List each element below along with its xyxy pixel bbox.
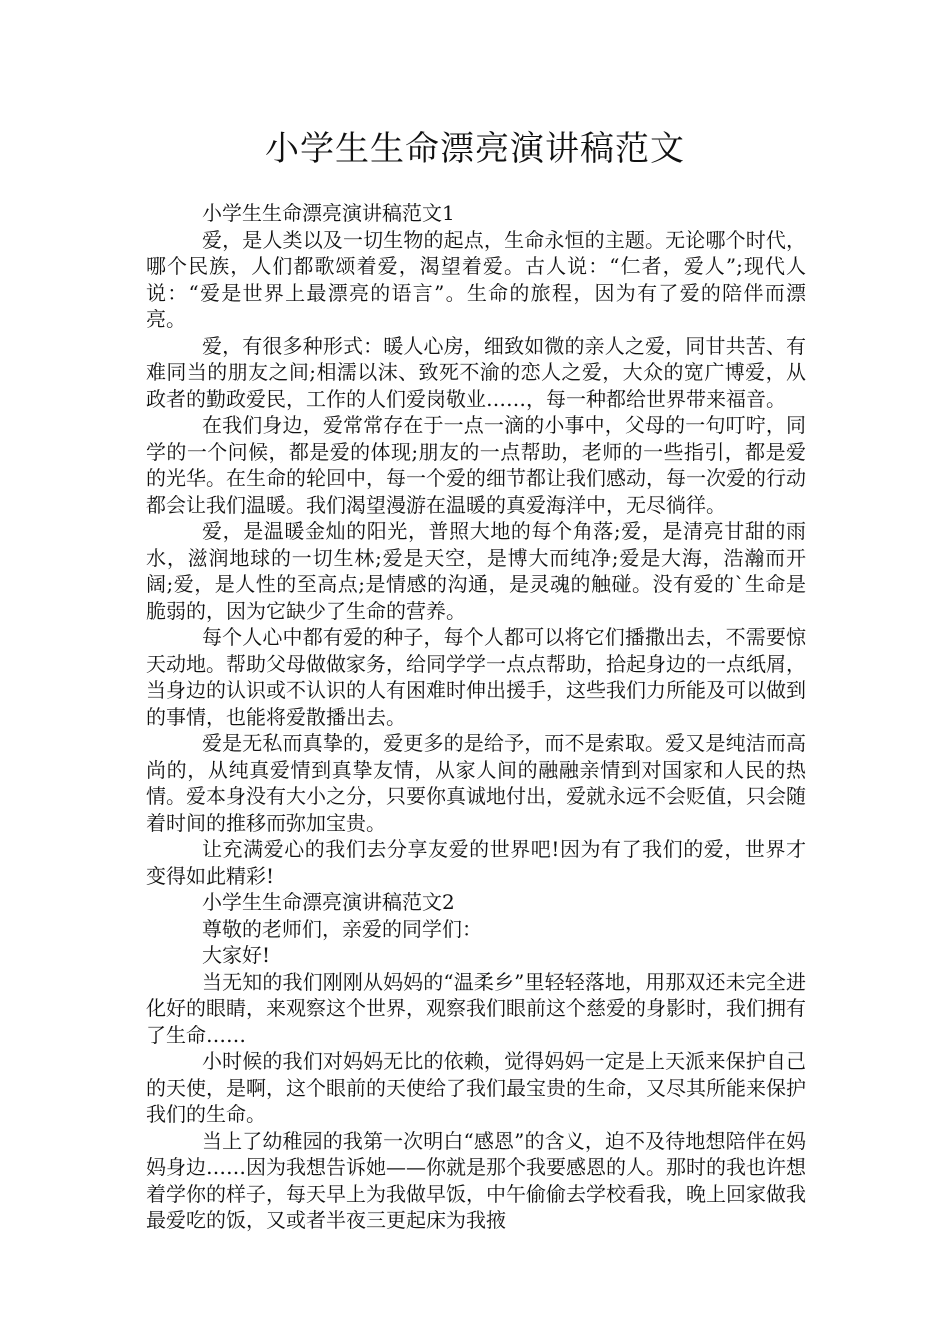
paragraph-heading-1: 小学生生命漂亮演讲稿范文1 (202, 201, 455, 225)
document-body (146, 200, 806, 1234)
paragraph-greeting: 大家好! (202, 943, 271, 967)
paragraph: 爱，是人类以及一切生物的起点，生命永恒的主题。无论哪个时代，哪个民族，人们都歌颂着爱，渴望着爱。古人说：“仁者，爱人”;现代人说：“爱是世界上最漂亮的语言”。生命的旅程，因为有了爱的陪伴而漂亮。 (146, 227, 806, 331)
paragraph-heading-2: 小学生生命漂亮演讲稿范文2 (202, 890, 455, 914)
paragraph: 让充满爱心的我们去分享友爱的世界吧!因为有了我们的爱，世界才变得如此精彩! (146, 837, 806, 888)
paragraph: 每个人心中都有爱的种子，每个人都可以将它们播撒出去，不需要惊天动地。帮助父母做做家务，给同学学一点点帮助，拾起身边的一点纸屑，当身边的认识或不认识的人有困难时伸出援手，这些我们力所能及可以做到的事情，也能将爱散播出去。 (146, 625, 806, 729)
paragraph: 在我们身边，爱常常存在于一点一滴的小事中，父母的一句叮咛，同学的一个问候，都是爱的体现;朋友的一点帮助，老师的一些指引，都是爱的光华。在生命的轮回中，每一个爱的细节都让我们感动，每一次爱的行动都会让我们温暖。我们渴望漫游在温暖的真爱海洋中，无尽徜徉。 (146, 413, 806, 517)
paragraph: 当上了幼稚园的我第一次明白“感恩”的含义，迫不及待地想陪伴在妈妈身边……因为我想告诉她——你就是那个我要感恩的人。那时的我也许想着学你的样子，每天早上为我做早饭，中午偷偷去学校看我，晚上回家做我最爱吃的饭，又或者半夜三更起床为我掖 (146, 1128, 806, 1232)
paragraph: 小时候的我们对妈妈无比的依赖，觉得妈妈一定是上天派来保护自己的天使，是啊，这个眼前的天使给了我们最宝贵的生命，又尽其所能来保护我们的生命。 (146, 1049, 806, 1126)
paragraph: 爱，有很多种形式：暖人心房，细致如微的亲人之爱，同甘共苦、有难同当的朋友之间;相濡以沫、致死不渝的恋人之爱，大众的宽广博爱，从政者的勤政爱民，工作的人们爱岗敬业……，每一种都给世界带来福音。 (146, 333, 806, 411)
paragraph: 爱，是温暖金灿的阳光，普照大地的每个角落;爱，是清亮甘甜的雨水，滋润地球的一切生林;爱是天空，是博大而纯净;爱是大海，浩瀚而开阔;爱，是人性的至高点;是情感的沟通，是灵魂的触碰。没有爱的`生命是脆弱的，因为它缺少了生命的营养。 (146, 519, 806, 623)
paragraph: 当无知的我们刚刚从妈妈的“温柔乡”里轻轻落地，用那双还未完全进化好的眼睛，来观察这个世界，观察我们眼前这个慈爱的身影时，我们拥有了生命…… (146, 969, 806, 1047)
document-title: 小学生生命漂亮演讲稿范文 (265, 129, 685, 169)
paragraph-salutation: 尊敬的老师们，亲爱的同学们： (202, 916, 482, 941)
paragraph: 爱是无私而真挚的，爱更多的是给予，而不是索取。爱又是纯洁而高尚的，从纯真爱情到真挚友情，从家人间的融融亲情到对国家和人民的热情。爱本身没有大小之分，只要你真诚地付出，爱就永远不会贬值，只会随着时间的推移而弥加宝贵。 (146, 731, 806, 835)
